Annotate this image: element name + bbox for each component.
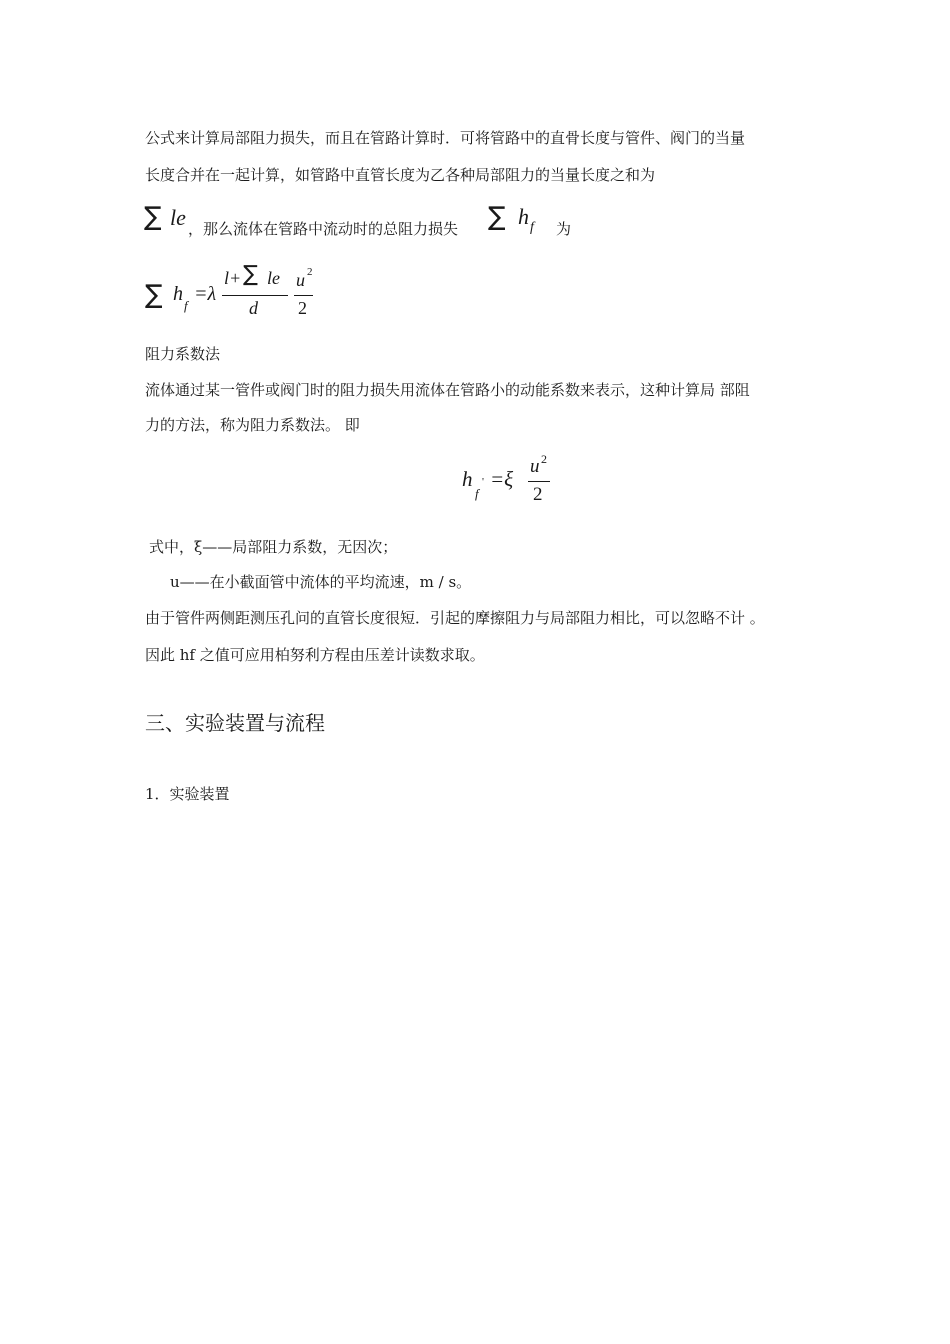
equals-xi: =ξ xyxy=(490,467,514,491)
section-label-resistance-coefficient: 阻力系数法 xyxy=(145,345,221,363)
paragraph-line-5: 力的方法，称为阻力系数法。 即 xyxy=(145,416,360,434)
paragraph-line-6: 由于管件两侧距测压孔问的直管长度很短．引起的摩擦阻力与局部阻力相比，可以忽略不计 。 xyxy=(145,609,765,627)
paragraph-line-1: 公式来计算局部阻力损失，而且在管路计算时．可将管路中的直骨长度与管件、阀门的当量 xyxy=(145,129,746,147)
denominator-2: 2 xyxy=(298,298,307,318)
sum-symbol: ∑ xyxy=(243,262,258,287)
paragraph-line-3: ，那么流体在管路中流动时的总阻力损失 xyxy=(188,220,459,238)
equals-lambda: =λ xyxy=(194,283,217,305)
l-plus: l+ xyxy=(224,268,242,288)
h-symbol: h xyxy=(173,283,183,305)
u-symbol: u xyxy=(296,270,305,290)
paragraph-line-7: 因此 hf 之值可应用柏努利方程由压差计读数求取。 xyxy=(145,646,485,664)
paragraph-line-3-end: 为 xyxy=(556,220,572,238)
fraction-bar xyxy=(528,481,550,482)
f-subscript: f xyxy=(530,220,534,235)
h-symbol: h xyxy=(518,204,529,229)
sum-symbol: ∑ xyxy=(145,280,163,310)
f-subscript: f xyxy=(475,486,479,501)
exponent-2: 2 xyxy=(307,266,313,278)
sum-symbol: ∑ xyxy=(144,202,162,232)
le-symbol: le xyxy=(170,205,186,230)
exponent-2: 2 xyxy=(541,452,547,466)
f-subscript: f xyxy=(184,298,188,313)
sum-symbol: ∑ xyxy=(488,202,506,232)
where-line-2: u——在小截面管中流体的平均流速，m / s。 xyxy=(170,573,472,591)
paragraph-line-4: 流体通过某一管件或阀门时的阻力损失用流体在管路小的动能系数来表示，这种计算局 部阻 xyxy=(145,381,750,399)
subsection-title: 1．实验装置 xyxy=(145,785,230,803)
h-symbol: h xyxy=(462,467,473,491)
prime-mark: ' xyxy=(482,476,484,488)
fraction-bar xyxy=(294,295,313,296)
denominator-2: 2 xyxy=(533,484,543,505)
le-symbol: le xyxy=(267,268,280,288)
where-line-1: 式中，ξ——局部阻力系数，无因次； xyxy=(149,538,398,556)
fraction-bar xyxy=(222,295,288,296)
u-symbol: u xyxy=(530,456,540,477)
paragraph-line-2: 长度合并在一起计算，如管路中直管长度为乙各种局部阻力的当量长度之和为 xyxy=(145,166,656,184)
section-heading: 三、实验装置与流程 xyxy=(145,711,325,735)
d-symbol: d xyxy=(249,298,258,318)
